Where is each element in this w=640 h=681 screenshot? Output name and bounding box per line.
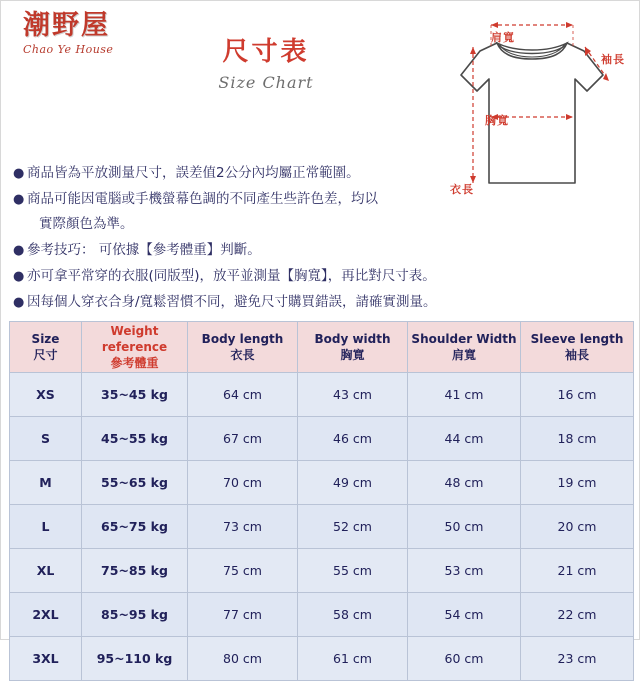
- page-title: [151, 37, 381, 92]
- column-header-shoulder-width: [408, 322, 521, 373]
- column-header-size-cn: 尺寸: [33, 348, 58, 362]
- cell-shoulder-width: 41 cm: [408, 373, 521, 417]
- notes-list: [13, 161, 628, 316]
- note-text: [27, 187, 628, 237]
- brand-logo: [23, 11, 143, 63]
- cell-shoulder-width: 53 cm: [408, 549, 521, 593]
- cell-shoulder-width: 60 cm: [408, 637, 521, 681]
- cell-size: XS: [10, 373, 82, 417]
- note-text: 因每個人穿衣合身/寬鬆習慣不同，避免尺寸購買錯誤，請確實測量。: [27, 294, 437, 310]
- column-header-body-length-en: Body length: [201, 332, 284, 346]
- table-row: [10, 637, 634, 681]
- column-header-body-width-en: Body width: [314, 332, 391, 346]
- column-header-body-length: [188, 322, 298, 373]
- table-row: [10, 593, 634, 637]
- label-sleeve-length: 袖長: [601, 53, 625, 66]
- cell-body-width: 52 cm: [298, 505, 408, 549]
- note-item: [13, 187, 628, 237]
- cell-body-length: 73 cm: [188, 505, 298, 549]
- cell-shoulder-width: 48 cm: [408, 461, 521, 505]
- cell-body-length: 77 cm: [188, 593, 298, 637]
- size-table: [9, 321, 634, 681]
- cell-body-width: 43 cm: [298, 373, 408, 417]
- cell-sleeve-length: 21 cm: [521, 549, 634, 593]
- note-item: [13, 290, 628, 315]
- brand-name-cn: 潮野屋: [23, 10, 110, 41]
- cell-shoulder-width: 50 cm: [408, 505, 521, 549]
- cell-size: S: [10, 417, 82, 461]
- cell-weight: 95~110 kg: [82, 637, 188, 681]
- cell-body-length: 75 cm: [188, 549, 298, 593]
- note-item: [13, 264, 628, 289]
- column-header-size-en: Size: [31, 332, 60, 346]
- cell-weight: 55~65 kg: [82, 461, 188, 505]
- bullet-icon: ●: [13, 295, 25, 310]
- column-header-body-width-cn: 胸寬: [340, 348, 365, 362]
- column-header-shoulder-width-en: Shoulder Width: [411, 332, 517, 346]
- label-body-length: 衣長: [450, 183, 474, 196]
- cell-size: M: [10, 461, 82, 505]
- column-header-sleeve-length: [521, 322, 634, 373]
- cell-body-length: 80 cm: [188, 637, 298, 681]
- cell-size: 2XL: [10, 593, 82, 637]
- cell-weight: 35~45 kg: [82, 373, 188, 417]
- cell-sleeve-length: 16 cm: [521, 373, 634, 417]
- cell-weight: 45~55 kg: [82, 417, 188, 461]
- column-header-body-length-cn: 衣長: [230, 348, 255, 362]
- bullet-icon: ●: [13, 269, 25, 284]
- cell-size: 3XL: [10, 637, 82, 681]
- note-text: 亦可拿平常穿的衣服(同版型)，放平並測量【胸寬】，再比對尺寸表。: [27, 268, 436, 284]
- cell-size: L: [10, 505, 82, 549]
- cell-body-width: 61 cm: [298, 637, 408, 681]
- cell-sleeve-length: 19 cm: [521, 461, 634, 505]
- table-body: [10, 373, 634, 681]
- note-text-line2: 實際顏色為準。: [39, 216, 134, 232]
- table-row: [10, 549, 634, 593]
- label-shoulder-width: 肩寬: [491, 31, 515, 44]
- note-text: 參考技巧： 可依據【參考體重】判斷。: [27, 242, 261, 258]
- column-header-body-width: [298, 322, 408, 373]
- table-header: [10, 322, 634, 373]
- cell-body-length: 64 cm: [188, 373, 298, 417]
- bullet-icon: ●: [13, 166, 25, 181]
- page-title-cn: 尺寸表: [222, 37, 310, 67]
- note-text-line1: 商品可能因電腦或手機螢幕色調的不同產生些許色差，均以: [27, 191, 378, 207]
- cell-shoulder-width: 44 cm: [408, 417, 521, 461]
- label-chest-width: 胸寬: [485, 114, 509, 127]
- note-text: 商品皆為平放測量尺寸，誤差值2公分內均屬正常範圍。: [27, 165, 360, 181]
- cell-sleeve-length: 18 cm: [521, 417, 634, 461]
- cell-weight: 85~95 kg: [82, 593, 188, 637]
- table-header-row: [10, 322, 634, 373]
- cell-body-width: 46 cm: [298, 417, 408, 461]
- page-title-en: Size Chart: [218, 73, 314, 92]
- bullet-icon: ●: [13, 243, 25, 258]
- cell-shoulder-width: 54 cm: [408, 593, 521, 637]
- cell-sleeve-length: 23 cm: [521, 637, 634, 681]
- note-item: [13, 161, 628, 186]
- cell-body-width: 58 cm: [298, 593, 408, 637]
- bullet-icon: ●: [13, 192, 25, 207]
- cell-weight: 75~85 kg: [82, 549, 188, 593]
- cell-sleeve-length: 20 cm: [521, 505, 634, 549]
- column-header-weight-en: Weight reference: [101, 324, 168, 354]
- column-header-weight: [82, 322, 188, 373]
- cell-sleeve-length: 22 cm: [521, 593, 634, 637]
- column-header-shoulder-width-cn: 肩寬: [451, 348, 476, 362]
- table-row: [10, 417, 634, 461]
- table-row: [10, 373, 634, 417]
- column-header-sleeve-length-en: Sleeve length: [530, 332, 624, 346]
- column-header-weight-cn: 參考體重: [110, 356, 159, 370]
- cell-body-length: 70 cm: [188, 461, 298, 505]
- column-header-size: [10, 322, 82, 373]
- table-row: [10, 505, 634, 549]
- cell-body-length: 67 cm: [188, 417, 298, 461]
- note-item: [13, 238, 628, 263]
- cell-size: XL: [10, 549, 82, 593]
- brand-name-en: Chao Ye House: [23, 43, 114, 56]
- table-row: [10, 461, 634, 505]
- cell-weight: 65~75 kg: [82, 505, 188, 549]
- cell-body-width: 49 cm: [298, 461, 408, 505]
- column-header-sleeve-length-cn: 袖長: [564, 348, 589, 362]
- cell-body-width: 55 cm: [298, 549, 408, 593]
